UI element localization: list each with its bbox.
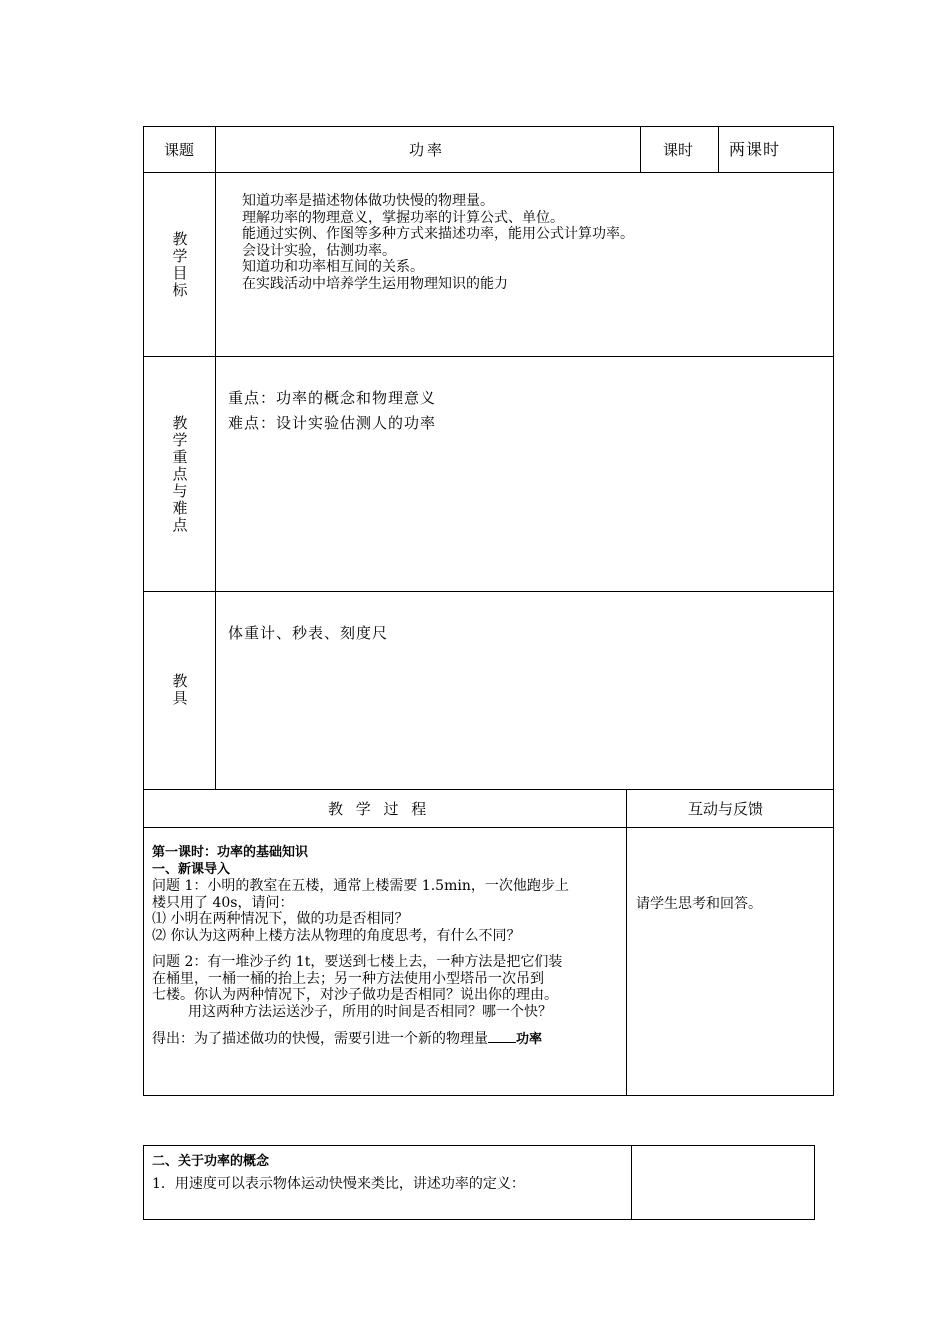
feedback-header: 互动与反馈	[688, 800, 764, 818]
concept-title: 二、关于功率的概念	[152, 1154, 270, 1169]
focus-content	[228, 386, 436, 436]
row-divider	[143, 356, 834, 357]
hours-value: 两课时	[729, 140, 781, 159]
tools-value: 体重计、秒表、刻度尺	[228, 624, 389, 642]
concept-content	[152, 1151, 525, 1195]
difficulty: 难点：设计实验估测人的功率	[228, 414, 437, 432]
focus-label: 教学重点与难点	[172, 414, 188, 534]
row-divider	[143, 789, 834, 790]
goal-item: 能通过实例、作图等多种方式来描述功率，能用公式计算功率。	[242, 226, 634, 242]
process-content	[152, 845, 622, 1049]
hours-label-divider	[640, 126, 641, 173]
concept-column-divider	[631, 1145, 632, 1220]
question-1-sub: ⑴ 小明在两种情况下，做的功是否相同？	[152, 911, 409, 927]
goal-item: 在实践活动中培养学生运用物理知识的能力	[242, 275, 508, 292]
section-title: 第一课时：功率的基础知识	[152, 845, 309, 860]
question-2-line: 用这两种方法运送沙子，所用的时间是否相同？哪一个快？	[188, 1003, 552, 1020]
answer-blank	[488, 1030, 516, 1043]
question-1-line: 问题 1：小明的教室在五楼，通常上楼需要 1.5min，一次他跑步上	[152, 878, 569, 894]
question-2-line: 问题 2：有一堆沙子约 1t，要送到七楼上去，一种方法是把它们装	[152, 954, 563, 970]
question-2-line: 在桶里，一桶一桶的抬上去；另一种方法使用小型塔吊一次吊到	[152, 970, 544, 987]
feedback-text: 请学生思考和回答。	[636, 896, 762, 912]
goals-label: 教学目标	[172, 230, 188, 299]
goal-item: 知道功和功率相互间的关系。	[242, 259, 424, 275]
conclusion-term: 功率	[516, 1032, 543, 1047]
subsection-title: 一、新课导入	[152, 861, 231, 877]
hours-label: 课时	[663, 141, 694, 159]
goals-list	[242, 193, 634, 292]
tools-label: 教具	[172, 672, 188, 707]
label-column-divider	[215, 126, 216, 790]
feedback-column-divider	[626, 789, 627, 1096]
row-divider	[143, 827, 834, 828]
hours-value-divider	[718, 126, 719, 173]
question-1-sub: ⑵ 你认为这两种上楼方法从物理的角度思考，有什么不同？	[152, 927, 521, 944]
row-divider	[143, 591, 834, 592]
question-1-line: 楼只用了 40s，请问：	[152, 894, 294, 911]
goal-item: 理解功率的物理意义，掌握功率的计算公式、单位。	[242, 209, 564, 226]
topic-label: 课题	[164, 141, 195, 159]
conclusion-text: 得出：为了描述做功的快慢，需要引进一个新的物理量	[152, 1031, 488, 1047]
conclusion	[152, 1030, 622, 1049]
question-2-line: 七楼。你认为两种情况下，对沙子做功是否相同？说出你的理由。	[152, 987, 558, 1003]
goal-item: 会设计实验，估测功率。	[242, 242, 396, 259]
key-point: 重点：功率的概念和物理意义	[228, 389, 437, 407]
goal-item: 知道功率是描述物体做功快慢的物理量。	[242, 193, 494, 209]
process-header: 教 学 过 程	[328, 800, 431, 818]
row-divider	[143, 172, 834, 173]
concept-item: 1．用速度可以表示物体运动快慢来类比，讲述功率的定义：	[152, 1176, 525, 1192]
topic-value: 功率	[409, 141, 446, 159]
